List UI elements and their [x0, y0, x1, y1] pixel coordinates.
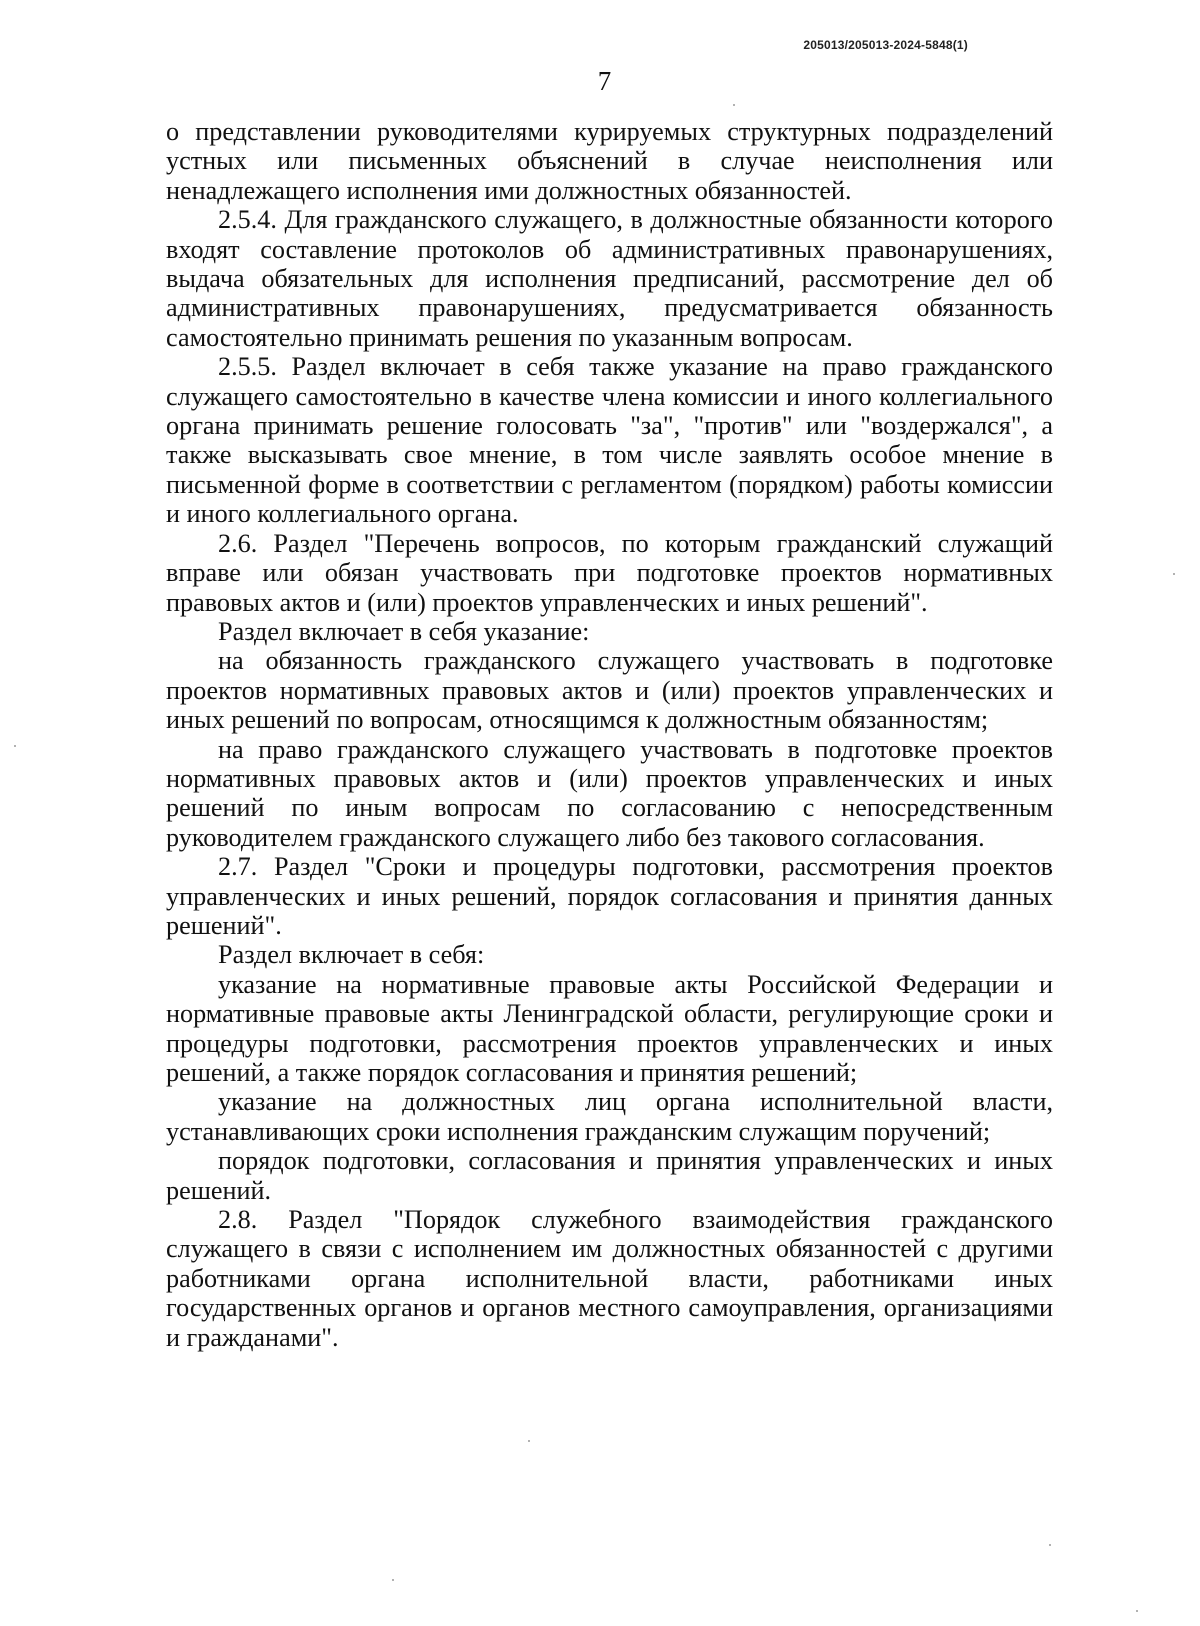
paragraph: 2.8. Раздел "Порядок служебного взаимодействия гражданского служащего в связи с исполнением им должностных обязанностей с другими работниками органа исполнительной власти, работниками иных государственных органов и органов местного самоуправления, организациями и гражданами".: [166, 1205, 1053, 1352]
paragraph: указание на нормативные правовые акты Российской Федерации и нормативные правовые акты Ленинградской области, регулирующие сроки и процедуры подготовки, рассмотрения проектов управленческих и иных решений, а также порядок согласования и принятия решений;: [166, 969, 1053, 1087]
scan-speck: [1136, 1610, 1138, 1612]
paragraph: 2.7. Раздел "Сроки и процедуры подготовки, рассмотрения проектов управленческих и иных решений, порядок согласования и принятия данных решений".: [166, 852, 1053, 940]
paragraph: порядок подготовки, согласования и принятия управленческих и иных решений.: [166, 1146, 1053, 1205]
paragraph: 2.5.5. Раздел включает в себя также указание на право гражданского служащего самостоятельно в качестве члена комиссии и иного коллегиального органа принимать решение голосовать "за", "против" или "воздержался", а также высказывать свое мнение, в том числе заявлять особое мнение в письменной форме в соответствии с регламентом (порядком) работы комиссии и иного коллегиального органа.: [166, 352, 1053, 529]
scan-speck: [1049, 1544, 1051, 1546]
paragraph: указание на должностных лиц органа исполнительной власти, устанавливающих сроки исполнения гражданским служащим поручений;: [166, 1087, 1053, 1146]
scan-speck: [1173, 573, 1175, 575]
paragraph: Раздел включает в себя:: [218, 940, 485, 970]
paragraph: на право гражданского служащего участвовать в подготовке проектов нормативных правовых актов и (или) проектов управленческих и иных решений по иным вопросам по согласованию с непосредственным руководителем гражданского служащего либо без такового согласования.: [166, 734, 1053, 852]
scan-speck: [528, 1440, 530, 1442]
paragraph: 2.5.4. Для гражданского служащего, в должностные обязанности которого входят составление протоколов об административных правонарушениях, выдача обязательных для исполнения предписаний, рассмотрение дел об административных правонарушениях, предусматривается обязанность самостоятельно принимать решения по указанным вопросам.: [166, 205, 1053, 352]
scan-speck: [733, 104, 735, 106]
paragraph: 2.6. Раздел "Перечень вопросов, по которым гражданский служащий вправе или обязан участвовать при подготовке проектов нормативных правовых актов и (или) проектов управленческих и иных решений".: [166, 528, 1053, 617]
paragraph: на обязанность гражданского служащего участвовать в подготовке проектов нормативных правовых актов и (или) проектов управленческих и иных решений по вопросам, относящимся к должностным обязанностям;: [166, 646, 1053, 735]
scan-speck: [392, 1579, 394, 1581]
paragraph: Раздел включает в себя указание:: [218, 616, 590, 646]
page-number: 7: [597, 66, 612, 96]
scan-speck: [14, 745, 16, 747]
paragraph: о представлении руководителями курируемых структурных подразделений устных или письменных объяснений в случае неисполнения или ненадлежащего исполнения ими должностных обязанностей.: [166, 117, 1053, 205]
document-body: [166, 117, 1053, 1352]
document-id: 205013/205013-2024-5848(1): [803, 38, 968, 52]
